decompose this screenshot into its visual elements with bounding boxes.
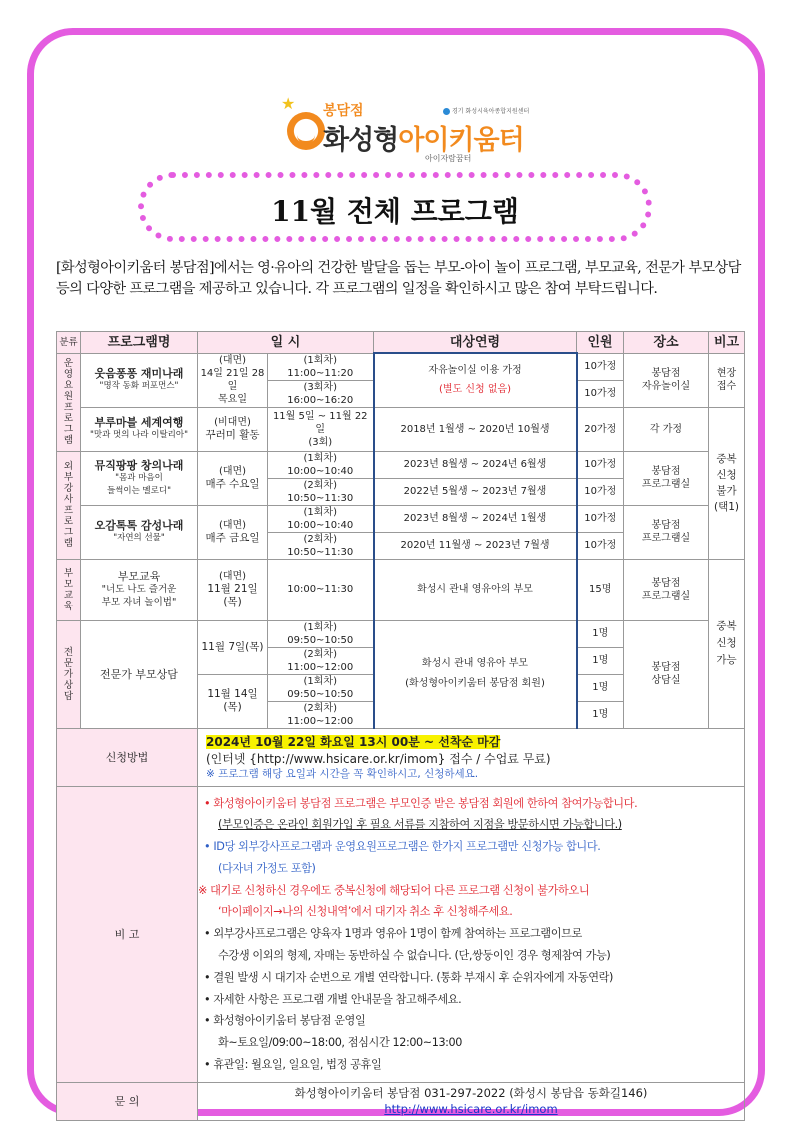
remarks-content (198, 786, 745, 1082)
program-table (56, 331, 745, 1121)
remarks-row (57, 786, 745, 1082)
date-p6-1: 11월 7일(목) (198, 620, 268, 674)
remark-1b: (부모인증은 온라인 회원가입 후 필요 서류를 지참하여 지점을 방문하시면 가능합니다.) (218, 818, 622, 832)
date-p6-2: 11월 14일(목) (198, 674, 268, 728)
session-p6-1: (1회차) 09:50~10:50 (268, 620, 374, 647)
people-p6-2: 1명 (577, 647, 624, 674)
header-schedule: 일 시 (198, 332, 374, 354)
header-people: 인원 (577, 332, 624, 354)
people-p5: 15명 (577, 559, 624, 620)
people-p1-1: 10가정 (577, 353, 624, 380)
program-p1: 웃음퐁퐁 재미나래 "명작 동화 퍼포먼스" (81, 353, 198, 407)
remark-1a: • 화성형아이키움터 봉담점 프로그램은 부모인증 받은 봉담점 회원에 한하여 참여가능합니다. (204, 796, 638, 810)
schedule-p5: (대면) 11월 21일(목) (198, 559, 268, 620)
target-p6: 화성시 관내 영유아 부모 (화성형아이키움터 봉담점 회원) (374, 620, 577, 728)
place-p5: 봉담점 프로그램실 (624, 559, 709, 620)
program-p4: 오감톡톡 감성나래 "자연의 선물" (81, 505, 198, 559)
category-parent: 부모교육 (57, 559, 81, 620)
apply-row (57, 728, 745, 786)
people-p3-2: 10가정 (577, 478, 624, 505)
session-p6-2: (2회차) 11:00~12:00 (268, 647, 374, 674)
target-p2: 2018년 1월생 ~ 2020년 10월생 (374, 407, 577, 451)
place-p6: 봉담점 상담실 (624, 620, 709, 728)
target-p1: 자유놀이실 이용 가정 (별도 신청 없음) (374, 353, 577, 407)
people-p4-2: 10가정 (577, 532, 624, 559)
contact-content (198, 1082, 745, 1120)
star-icon: ★ (281, 94, 296, 113)
session-p1-1: (1회차) 11:00~11:20 (268, 353, 374, 380)
apply-label: 신청방법 (57, 728, 198, 786)
remark-4a: • 외부강사프로그램은 양육자 1명과 영유아 1명이 함께 참여하는 프로그램이므로 (204, 927, 582, 941)
target-p5: 화성시 관내 영유아의 부모 (374, 559, 577, 620)
header-program: 프로그램명 (81, 332, 198, 354)
remark-7a: • 화성형아이키움터 봉담점 운영일 (204, 1014, 366, 1028)
apply-deadline: 2024년 10월 22일 화요일 13시 00분 ~ 선착순 마감 (206, 734, 501, 749)
logo-name: 화성형아이키움터 (323, 125, 524, 156)
target-p3-2: 2022년 5월생 ~ 2023년 7월생 (374, 478, 577, 505)
logo-branch: 봉담점 (323, 103, 364, 119)
apply-note: ※ 프로그램 해당 요일과 시간을 꼭 확인하시고, 신청하세요. (206, 767, 479, 780)
contact-link[interactable]: http://www.hsicare.or.kr/imom (384, 1102, 558, 1117)
intro-text: [화성형아이키움터 봉담점]에서는 영·유아의 건강한 발달을 돕는 부모-아이 놀이 프로그램, 부모교육, 전문가 부모상담 등의 다양한 프로그램을 제공하고 있습니다. 각 프로그램의 일정을 확인하시고 많은 참여 부탁드립니다. (56, 260, 741, 297)
period-p2: 11월 5일 ~ 11월 22일 (3회) (268, 407, 374, 451)
logo (281, 94, 545, 170)
logo-org: 경기 화성시육아종합지원센터 (443, 106, 529, 115)
table-row (57, 559, 745, 620)
people-p4-1: 10가정 (577, 505, 624, 532)
session-p4-1: (1회차) 10:00~10:40 (268, 505, 374, 532)
apply-method: (인터넷 {http://www.hsicare.or.kr/imom} 접수 / 수업료 무료) (206, 751, 551, 766)
note-dup-ok: 중복 신청 가능 (709, 559, 745, 728)
session-p6-3: (1회차) 09:50~10:50 (268, 674, 374, 701)
program-p2: 부루마블 세계여행 "맛과 멋의 나라 이탈리아" (81, 407, 198, 451)
contact-row (57, 1082, 745, 1120)
table-header (57, 332, 745, 354)
remark-6: • 자세한 사항은 프로그램 개별 안내문을 참고해주세요. (204, 992, 462, 1006)
remarks-label: 비 고 (57, 786, 198, 1082)
org-dot-icon (443, 108, 450, 115)
table-row (57, 407, 745, 451)
people-p6-4: 1명 (577, 701, 624, 728)
table-row (57, 620, 745, 647)
title-box (138, 172, 652, 242)
apply-content (198, 728, 745, 786)
schedule-p4: (대면) 매주 금요일 (198, 505, 268, 559)
remark-3a: ※ 대기로 신청하신 경우에도 중복신청에 해당되어 다른 프로그램 신청이 불가하오니 (198, 883, 590, 897)
page-title: 11월 전체 프로그램 (271, 195, 519, 228)
session-p3-2: (2회차) 10:50~11:30 (268, 478, 374, 505)
header-category: 분류 (57, 332, 81, 354)
schedule-p3: (대면) 매주 수요일 (198, 451, 268, 505)
people-p6-3: 1명 (577, 674, 624, 701)
remark-3b: ‘마이페이지→나의 신청내역’에서 대기자 취소 후 신청해주세요. (218, 905, 513, 919)
session-p1-2: (3회차) 16:00~16:20 (268, 380, 374, 407)
schedule-p2: (비대면) 꾸러미 활동 (198, 407, 268, 451)
smile-icon (287, 112, 325, 150)
session-p3-1: (1회차) 10:00~10:40 (268, 451, 374, 478)
place-p1: 봉담점 자유놀이실 (624, 353, 709, 407)
place-p3: 봉담점 프로그램실 (624, 451, 709, 505)
target-p3-1: 2023년 8월생 ~ 2024년 6월생 (374, 451, 577, 478)
place-p4: 봉담점 프로그램실 (624, 505, 709, 559)
table-row (57, 353, 745, 380)
table-row (57, 505, 745, 532)
program-p3: 뮤직팡팡 창의나래 "몸과 마음이 들썩이는 멜로디" (81, 451, 198, 505)
category-expert: 전문가상담 (57, 620, 81, 728)
program-p5: 부모교육 "너도 나도 즐거운 부모 자녀 놀이법" (81, 559, 198, 620)
contact-info: 화성형아이키움터 봉담점 031-297-2022 (화성시 봉담읍 동화길146) (294, 1086, 648, 1101)
target-p4-1: 2023년 8월생 ~ 2024년 1월생 (374, 505, 577, 532)
remark-5: • 결원 발생 시 대기자 순번으로 개별 연락합니다. (통화 부재시 후 순위자에게 자동연락) (204, 970, 614, 984)
remark-2b: (다자녀 가정도 포함) (218, 861, 316, 875)
time-p5: 10:00~11:30 (268, 559, 374, 620)
remark-7b: 화~토요일/09:00~18:00, 점심시간 12:00~13:00 (218, 1036, 462, 1050)
table-row (57, 451, 745, 478)
session-p6-4: (2회차) 11:00~12:00 (268, 701, 374, 728)
people-p2: 20가정 (577, 407, 624, 451)
remark-4b: 수강생 이외의 형제, 자매는 동반하실 수 없습니다. (단,쌍둥이인 경우 형제참여 가능) (218, 949, 611, 963)
note-dup-no: 중복 신청 불가 (택1) (709, 407, 745, 559)
header-target: 대상연령 (374, 332, 577, 354)
place-p2: 각 가정 (624, 407, 709, 451)
people-p3-1: 10가정 (577, 451, 624, 478)
category-external: 외부강사프로그램 (57, 451, 81, 559)
people-p6-1: 1명 (577, 620, 624, 647)
header-note: 비고 (709, 332, 745, 354)
remark-2a: • ID당 외부강사프로그램과 운영요원프로그램은 한가지 프로그램만 신청가능 합니다. (204, 840, 601, 854)
people-p1-2: 10가정 (577, 380, 624, 407)
logo-tagline: 아이자람꿈터 (425, 154, 472, 163)
category-staff: 운영요원프로그램 (57, 353, 81, 451)
schedule-p1: (대면) 14일 21일 28일 목요일 (198, 353, 268, 407)
session-p4-2: (2회차) 10:50~11:30 (268, 532, 374, 559)
target-p4-2: 2020년 11월생 ~ 2023년 7월생 (374, 532, 577, 559)
remark-8: • 휴관일: 월요일, 일요일, 법정 공휴일 (204, 1058, 382, 1072)
contact-label: 문 의 (57, 1082, 198, 1120)
program-p6: 전문가 부모상담 (81, 620, 198, 728)
note-p1: 현장 접수 (709, 353, 745, 407)
header-place: 장소 (624, 332, 709, 354)
